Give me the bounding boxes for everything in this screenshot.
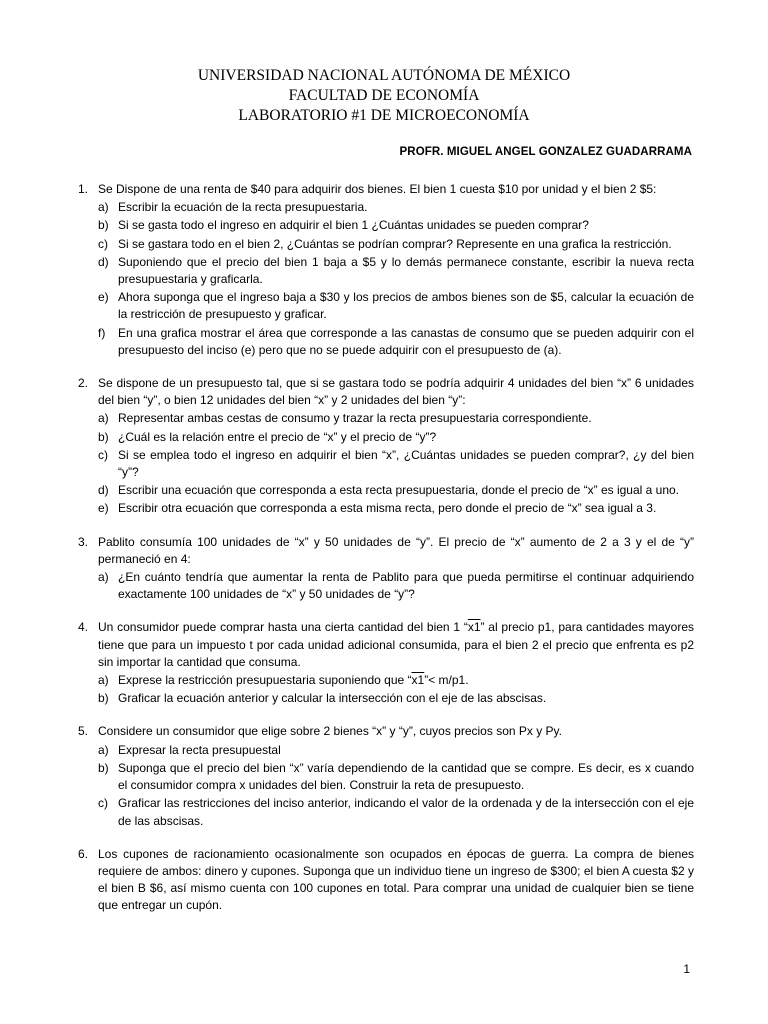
sub-item-text: ¿Cuál es la relación entre el precio de “x” y el precio de “y”? bbox=[118, 429, 437, 444]
sub-item bbox=[98, 325, 694, 359]
sub-item-letter: f) bbox=[98, 325, 106, 340]
sub-item-letter: a) bbox=[98, 411, 109, 426]
sub-item bbox=[98, 569, 694, 603]
sub-item bbox=[98, 289, 694, 323]
question-text-start: Un consumidor puede comprar hasta una cierta cantidad del bien 1 “ bbox=[98, 620, 468, 635]
sub-item-text: Escribir otra ecuación que corresponda a esta misma recta, pero donde el precio de “x” sea igual a 3. bbox=[118, 501, 657, 516]
sub-item-text: ¿En cuánto tendría que aumentar la renta de Pablito para que pueda permitirse el continuar adquiriendo exactamente 100 unidades de “x” y 50 unidades de “y”? bbox=[118, 570, 694, 602]
question-text-end: ” al precio p1, para cantidades mayores tiene que para un impuesto t por cada unidad adicional consumida, para el bien 2 el precio que enfrenta es p2 sin importar la cantidad que consuma. bbox=[98, 620, 694, 669]
question-number: 5. bbox=[78, 724, 89, 739]
sub-item bbox=[98, 199, 694, 216]
question-text bbox=[98, 619, 694, 671]
x1-bar-symbol: x1 bbox=[411, 673, 425, 688]
sub-item-letter: b) bbox=[98, 218, 109, 233]
sub-item bbox=[98, 760, 694, 794]
x1-bar-symbol: x1 bbox=[467, 620, 481, 635]
sub-item bbox=[98, 410, 694, 427]
sub-item-letter: b) bbox=[98, 429, 109, 444]
sub-item bbox=[98, 500, 694, 517]
sub-item bbox=[98, 795, 694, 829]
sub-item-letter: e) bbox=[98, 501, 109, 516]
question-number: 1. bbox=[78, 182, 89, 196]
lab-title: LABORATORIO #1 DE MICROECONOMÍA bbox=[238, 107, 530, 124]
sub-item bbox=[98, 217, 694, 234]
question-number: 2. bbox=[78, 376, 89, 391]
sub-item bbox=[98, 429, 694, 446]
question-6 bbox=[78, 846, 694, 915]
sub-item-text: En una grafica mostrar el área que corresponde a las canastas de consumo que se pueden adquirir con el presupuesto del inciso (e) pero que no se puede adquirir con el presupuesto de (a). bbox=[118, 325, 694, 357]
sub-item-text: Escribir una ecuación que corresponda a esta recta presupuestaria, donde el precio de “x” es igual a uno. bbox=[118, 483, 680, 498]
document-header bbox=[0, 66, 768, 126]
questions-list bbox=[78, 181, 694, 931]
sub-item-text-start: Exprese la restricción presupuestaria suponiendo que “ bbox=[118, 673, 412, 688]
sub-item bbox=[98, 690, 694, 707]
sub-item-letter: e) bbox=[98, 290, 109, 305]
sub-item-text: Ahora suponga que el ingreso baja a $30 y los precios de ambos bienes son de $5, calcular la ecuación de la restricción de presupuesto y graficar. bbox=[118, 290, 694, 322]
sub-item-text-end: ”< m/p1. bbox=[424, 673, 469, 688]
sub-item-text: Si se gasta todo el ingreso en adquirir el bien 1 ¿Cuántas unidades se pueden comprar? bbox=[118, 218, 589, 233]
sub-item-letter: b) bbox=[98, 760, 109, 775]
question-number: 3. bbox=[78, 534, 89, 549]
sub-item-text: Expresar la recta presupuestal bbox=[118, 742, 281, 757]
question-text: Se dispone de un presupuesto tal, que si se gastara todo se podría adquirir 4 unidades del bien “x” 6 unidades del bien “y”, o bien 12 unidades del bien “x” y 2 unidades del bien “y”: bbox=[98, 376, 694, 408]
university-title: UNIVERSIDAD NACIONAL AUTÓNOMA DE MÉXICO bbox=[197, 67, 571, 84]
question-4 bbox=[78, 619, 694, 707]
sub-item bbox=[98, 254, 694, 288]
sub-item-text: Graficar la ecuación anterior y calcular la intersección con el eje de las abscisas. bbox=[118, 691, 547, 706]
sub-item-letter: a) bbox=[98, 673, 109, 688]
sub-item bbox=[98, 236, 694, 253]
sub-item bbox=[98, 482, 694, 499]
question-number: 6. bbox=[78, 846, 89, 861]
question-text: Considere un consumidor que elige sobre 2 bienes “x” y “y”, cuyos precios son Px y Py. bbox=[98, 724, 562, 739]
sub-item-letter: a) bbox=[98, 200, 109, 215]
sub-item-text: Escribir la ecuación de la recta presupuestaria. bbox=[118, 200, 368, 215]
sub-item-letter: a) bbox=[98, 742, 109, 757]
sub-item-text: Graficar las restricciones del inciso anterior, indicando el valor de la ordenada y de la intersección con el eje de las abscisas. bbox=[118, 796, 694, 828]
question-number: 4. bbox=[78, 620, 89, 635]
sub-item-text: Si se gastara todo en el bien 2, ¿Cuántas se podrían comprar? Represente en una grafica la restricción. bbox=[118, 236, 672, 251]
sub-item-letter: a) bbox=[98, 570, 109, 585]
sub-item-text bbox=[118, 672, 694, 689]
question-text: Se Dispone de una renta de $40 para adquirir dos bienes. El bien 1 cuesta $10 por unidad y el bien 2 $5: bbox=[98, 182, 657, 196]
sub-item-letter: c) bbox=[98, 796, 108, 811]
professor-name: PROFR. MIGUEL ANGEL GONZALEZ GUADARRAMA bbox=[399, 146, 692, 158]
question-text: Los cupones de racionamiento ocasionalmente son ocupados en épocas de guerra. La compra de bienes requiere de ambos: dinero y cupones. Suponga que un individuo tiene un ingreso de $300; el bien A cuesta $2 y el bien B $6, así mismo cuenta con 100 cupones en total. Para comprar una unidad de cualquier bien se tiene que entregar un cupón. bbox=[98, 846, 694, 913]
sub-item-letter: b) bbox=[98, 691, 109, 706]
sub-item-letter: d) bbox=[98, 483, 109, 498]
sub-item-text: Suponga que el precio del bien “x” varía dependiendo de la cantidad que se compre. Es decir, es x cuando el consumidor compra x unidades del bien. Construir la reta de presupuesto. bbox=[118, 760, 694, 793]
sub-item-letter: c) bbox=[98, 447, 108, 462]
sub-item-text: Si se emplea todo el ingreso en adquirir el bien “x”, ¿Cuántas unidades se pueden comprar?, ¿y del bien “y”? bbox=[118, 447, 694, 480]
question-5 bbox=[78, 723, 694, 829]
question-1 bbox=[78, 181, 694, 359]
question-2 bbox=[78, 375, 694, 518]
sub-item-letter: d) bbox=[98, 254, 109, 269]
sub-item-letter: c) bbox=[98, 236, 108, 251]
sub-item bbox=[98, 447, 694, 481]
question-text: Pablito consumía 100 unidades de “x” y 50 unidades de “y”. El precio de “x” aumento de 2 a 3 y el de “y” permaneció en 4: bbox=[98, 534, 694, 566]
question-3 bbox=[78, 534, 694, 604]
sub-item bbox=[98, 672, 694, 689]
faculty-title: FACULTAD DE ECONOMÍA bbox=[288, 87, 480, 104]
sub-item-text: Suponiendo que el precio del bien 1 baja a $5 y lo demás permanece constante, escribir la nueva recta presupuestaria y graficarla. bbox=[118, 254, 694, 287]
sub-item-text: Representar ambas cestas de consumo y trazar la recta presupuestaria correspondiente. bbox=[118, 411, 592, 426]
sub-item bbox=[98, 742, 694, 759]
page-number: 1 bbox=[683, 962, 690, 976]
